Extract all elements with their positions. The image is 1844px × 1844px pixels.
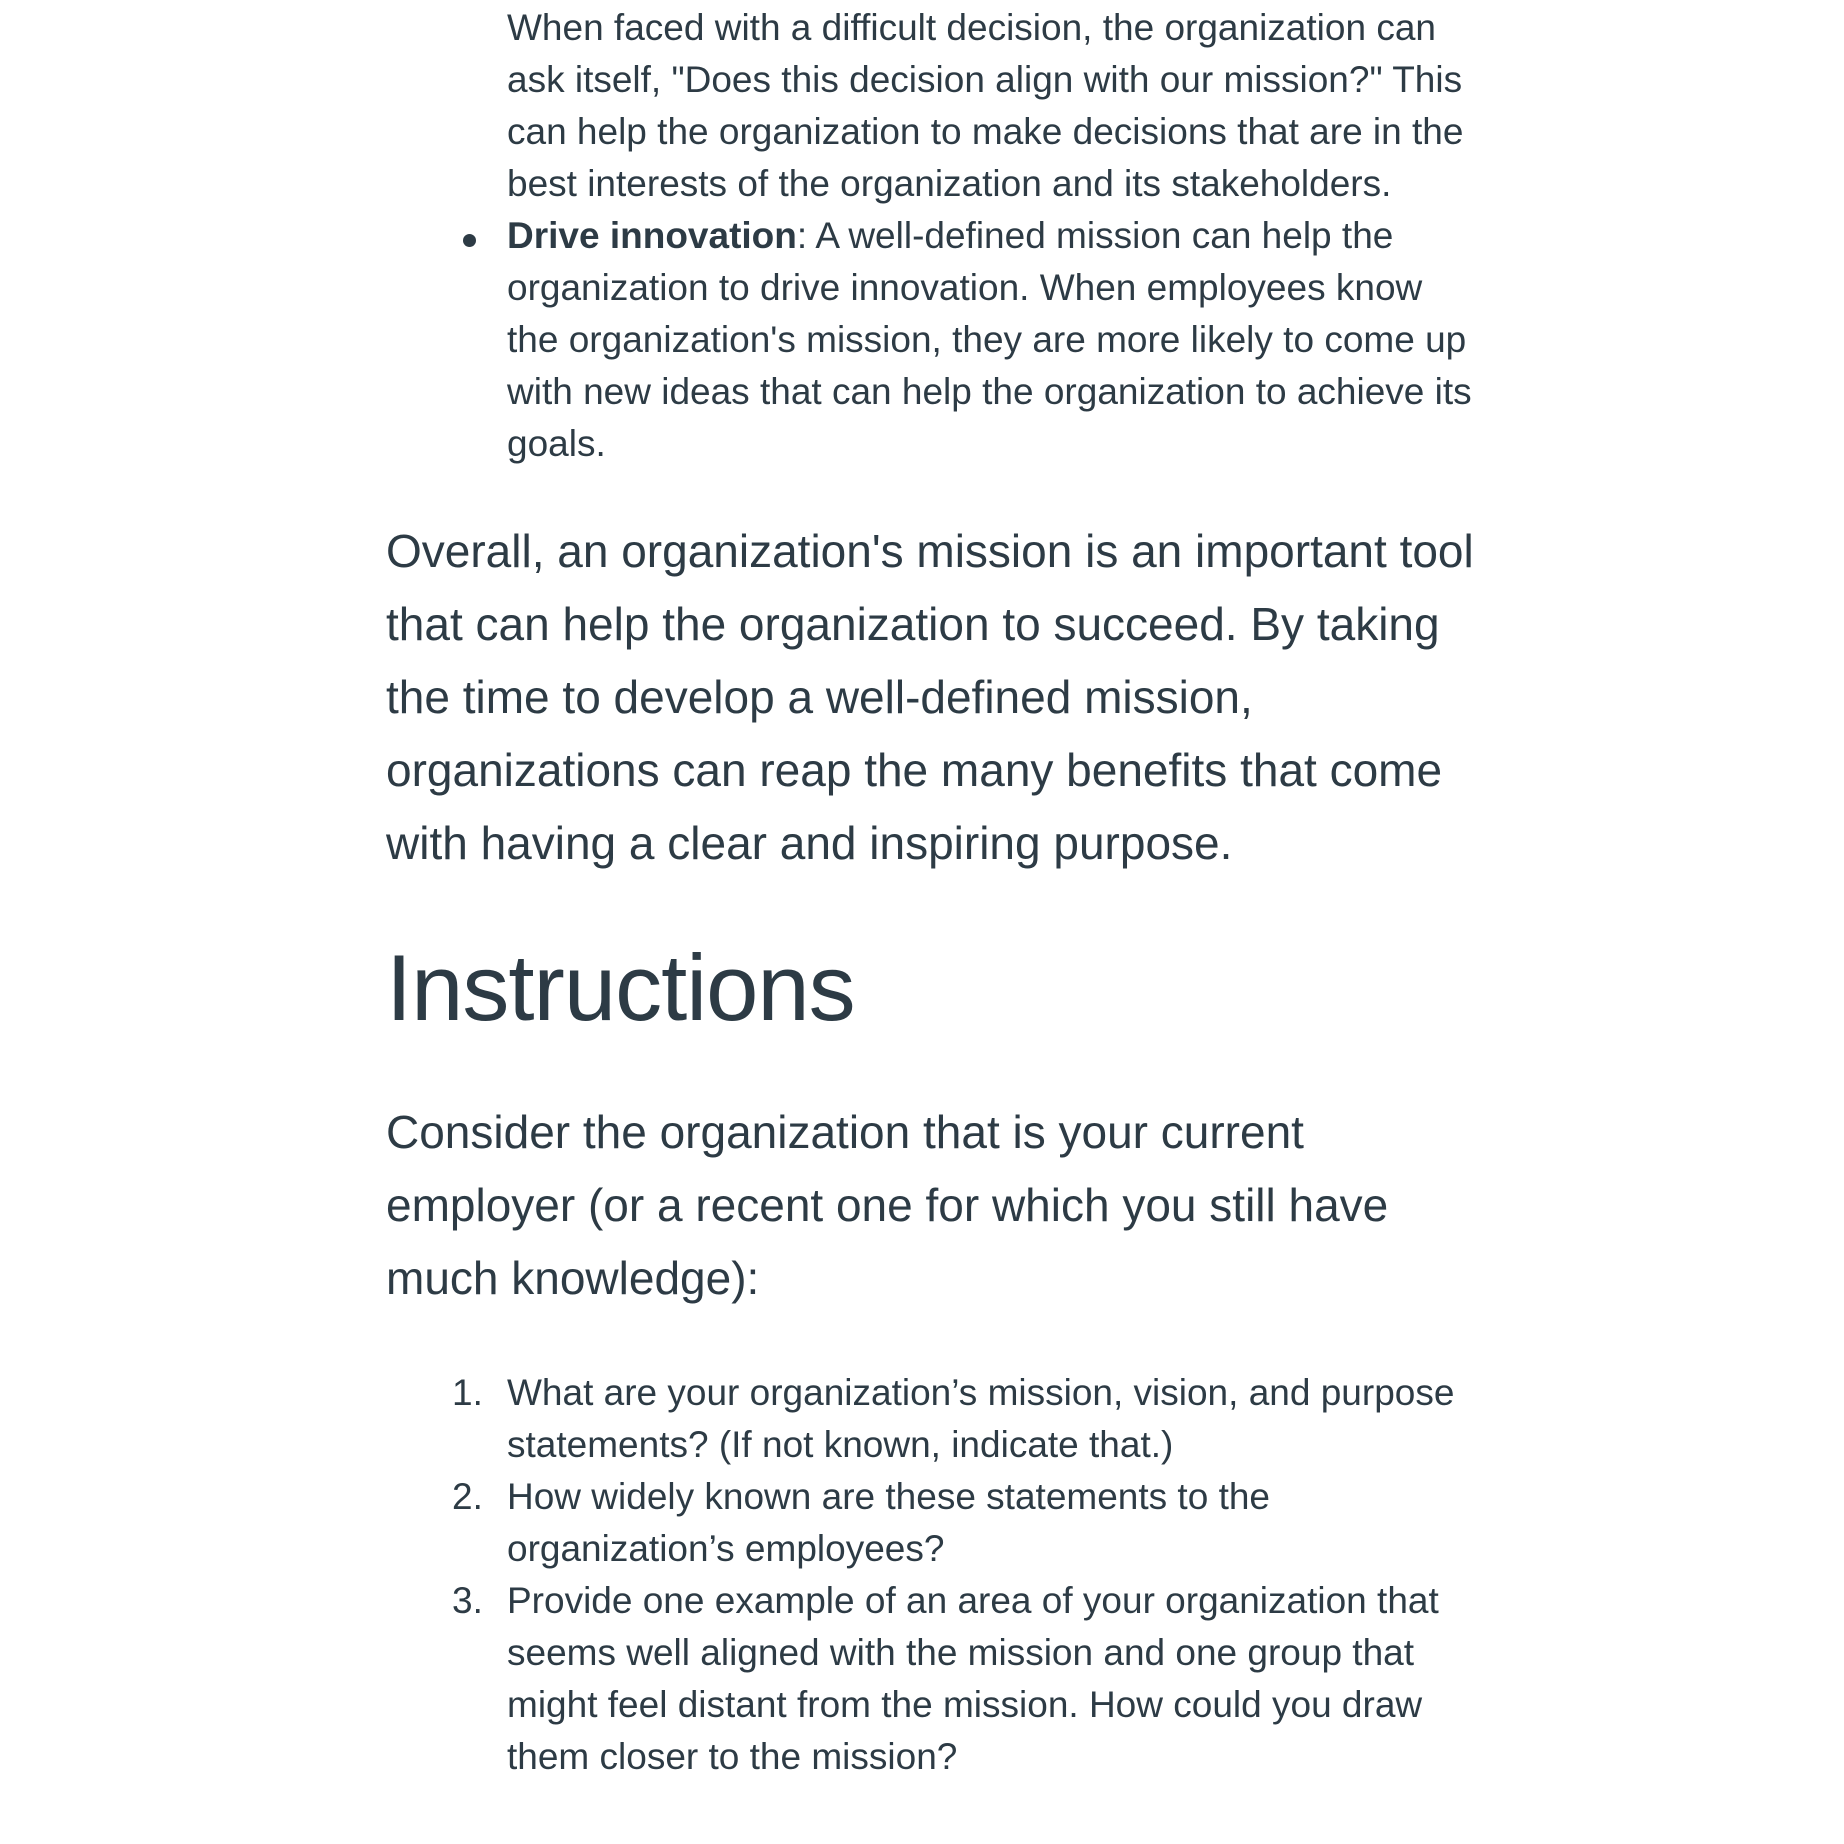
list-item-number: 2. bbox=[452, 1476, 483, 1517]
list-item-number: 3. bbox=[452, 1580, 483, 1621]
list-item bbox=[386, 1367, 1482, 1471]
continued-item-text: When faced with a difficult decision, the organization can ask itself, "Does this decision align with our mission?" This can help the organization to make decisions that are in the best interests of the organization and its stakeholders. bbox=[507, 7, 1464, 204]
list-item-text: Provide one example of an area of your organization that seems well aligned with the mission and one group that might feel distant from the mission. How could you draw them closer to the mission? bbox=[507, 1580, 1439, 1777]
list-item-text: What are your organization’s mission, vision, and purpose statements? (If not known, indicate that.) bbox=[507, 1372, 1455, 1465]
bullet-icon bbox=[463, 234, 476, 247]
drive-innovation-text: : A well-defined mission can help the organization to drive innovation. When employees know the organization's mission, they are more likely to come up with new ideas that can help the organization to achieve its goals. bbox=[507, 215, 1472, 464]
list-item-continued bbox=[386, 0, 1482, 210]
drive-innovation-term: Drive innovation bbox=[507, 215, 797, 256]
instructions-numbered-list bbox=[386, 1367, 1486, 1783]
benefits-bullet-list bbox=[386, 0, 1486, 470]
list-item-text: How widely known are these statements to the organization’s employees? bbox=[507, 1476, 1270, 1569]
instructions-intro: Consider the organization that is your current employer (or a recent one for which you still have much knowledge): bbox=[386, 1106, 1389, 1304]
summary-paragraph: Overall, an organization's mission is an important tool that can help the organization to succeed. By taking the time to develop a well-defined mission, organizations can reap the many benefits that come with having a clear and inspiring purpose. bbox=[386, 525, 1474, 869]
list-item bbox=[386, 1471, 1482, 1575]
list-item bbox=[386, 1575, 1482, 1783]
list-item-number: 1. bbox=[452, 1372, 483, 1413]
list-item-drive-innovation bbox=[386, 210, 1482, 470]
instructions-heading: Instructions bbox=[386, 935, 855, 1040]
content-column bbox=[386, 0, 1486, 1783]
